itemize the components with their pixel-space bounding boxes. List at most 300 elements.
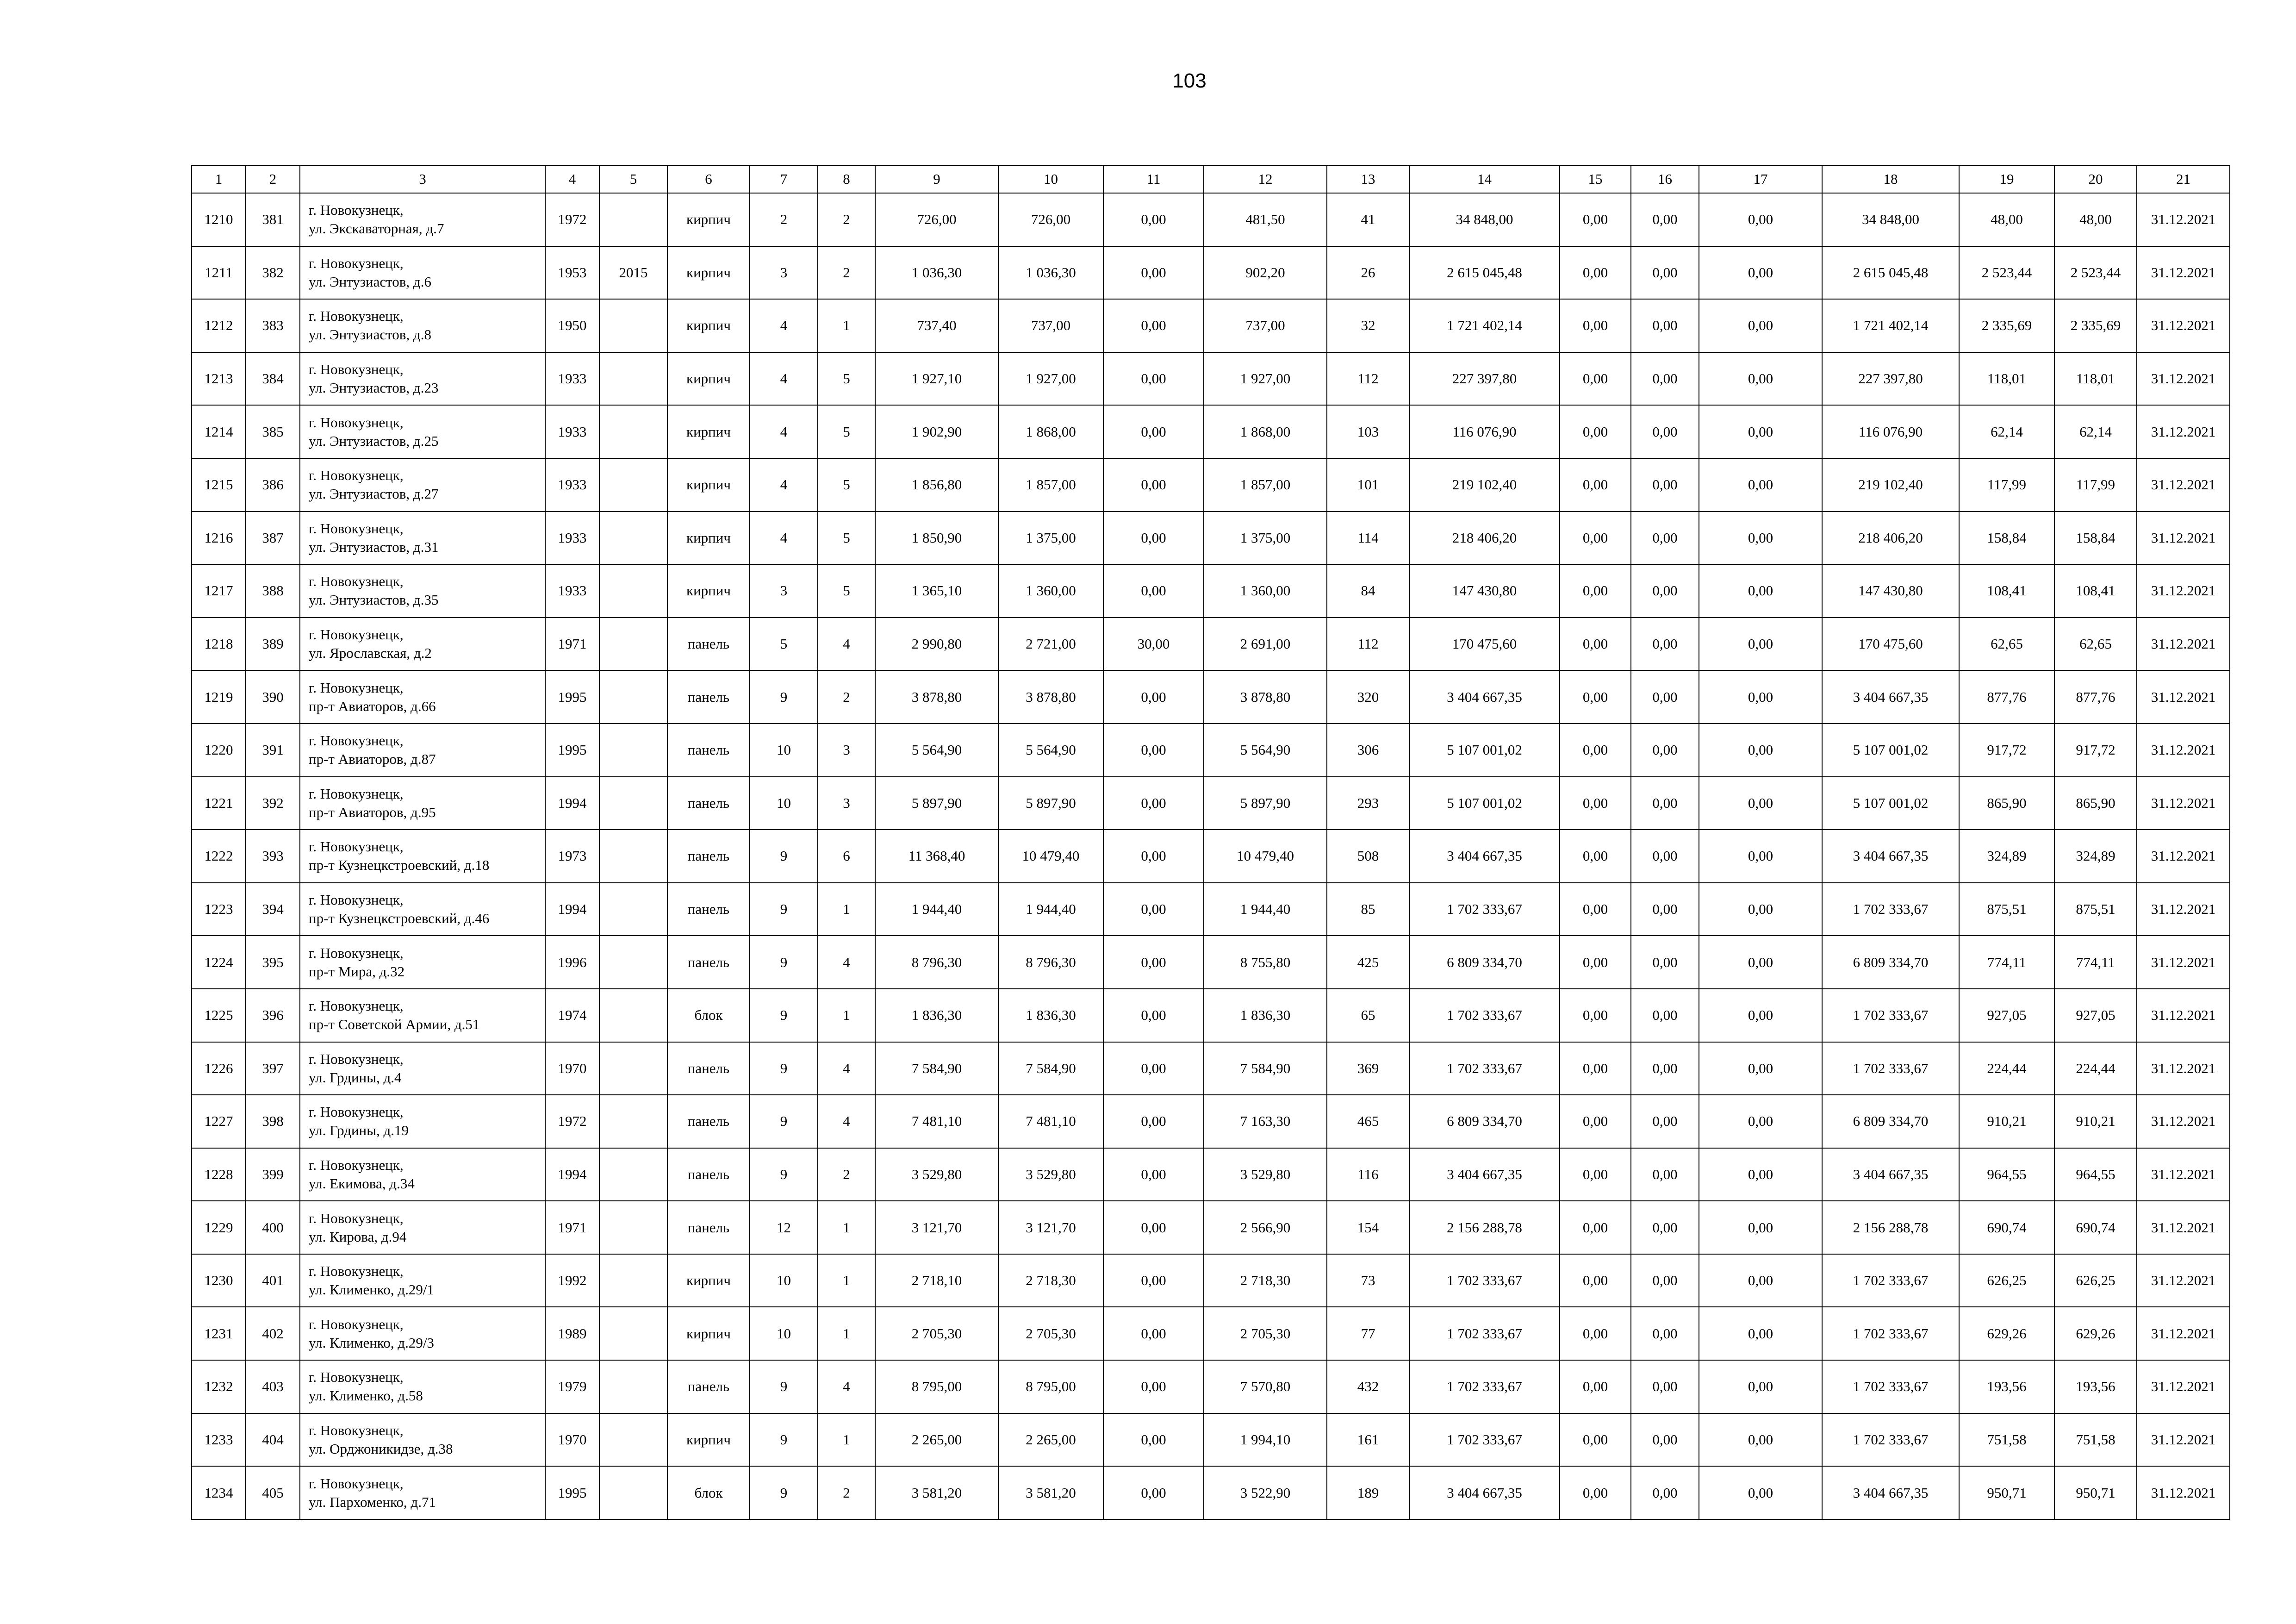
cell-col-20: 917,72 xyxy=(2054,724,2137,777)
cell-col-17: 0,00 xyxy=(1699,246,1822,300)
cell-col-6: кирпич xyxy=(667,1307,750,1360)
cell-col-20: 2 335,69 xyxy=(2054,299,2137,352)
cell-col-10: 1 360,00 xyxy=(998,564,1103,618)
cell-col-16: 0,00 xyxy=(1631,1307,1699,1360)
cell-col-21: 31.12.2021 xyxy=(2137,564,2230,618)
cell-col-12: 737,00 xyxy=(1204,299,1327,352)
address-cell xyxy=(300,352,545,406)
cell-col-14: 147 430,80 xyxy=(1409,564,1560,618)
address-cell xyxy=(300,193,545,246)
address-city: г. Новокузнецк, xyxy=(309,1050,404,1067)
cell-col-4: 1989 xyxy=(545,1307,599,1360)
cell-col-18: 3 404 667,35 xyxy=(1822,670,1959,724)
cell-col-8: 4 xyxy=(818,1095,875,1148)
table-header xyxy=(192,165,2230,193)
address-cell xyxy=(300,1201,545,1254)
address-street: пр-т Авиаторов, д.66 xyxy=(309,698,436,714)
cell-col-13: 293 xyxy=(1327,777,1409,830)
cell-col-1: 1232 xyxy=(192,1360,246,1413)
cell-col-5: 2015 xyxy=(599,246,667,300)
cell-col-17: 0,00 xyxy=(1699,352,1822,406)
cell-col-16: 0,00 xyxy=(1631,618,1699,671)
column-header-9: 9 xyxy=(875,165,998,193)
cell-col-4: 1995 xyxy=(545,724,599,777)
address-cell xyxy=(300,299,545,352)
address-street: ул. Энтузиастов, д.6 xyxy=(309,273,431,290)
cell-col-9: 1 850,90 xyxy=(875,512,998,565)
cell-col-13: 112 xyxy=(1327,618,1409,671)
cell-col-2: 405 xyxy=(246,1466,300,1519)
cell-col-6: панель xyxy=(667,830,750,883)
address-cell xyxy=(300,1413,545,1467)
address-street: ул. Орджоникидзе, д.38 xyxy=(309,1440,453,1457)
cell-col-15: 0,00 xyxy=(1560,512,1631,565)
cell-col-2: 395 xyxy=(246,936,300,989)
cell-col-1: 1224 xyxy=(192,936,246,989)
cell-col-5 xyxy=(599,670,667,724)
cell-col-7: 9 xyxy=(750,989,818,1042)
cell-col-19: 917,72 xyxy=(1959,724,2054,777)
cell-col-17: 0,00 xyxy=(1699,883,1822,936)
cell-col-10: 1 836,30 xyxy=(998,989,1103,1042)
cell-col-14: 219 102,40 xyxy=(1409,458,1560,512)
cell-col-9: 2 705,30 xyxy=(875,1307,998,1360)
cell-col-7: 12 xyxy=(750,1201,818,1254)
cell-col-14: 3 404 667,35 xyxy=(1409,670,1560,724)
cell-col-8: 2 xyxy=(818,246,875,300)
cell-col-7: 9 xyxy=(750,670,818,724)
cell-col-10: 8 796,30 xyxy=(998,936,1103,989)
cell-col-9: 7 481,10 xyxy=(875,1095,998,1148)
cell-col-9: 1 856,80 xyxy=(875,458,998,512)
table-row xyxy=(192,1148,2230,1201)
cell-col-14: 5 107 001,02 xyxy=(1409,777,1560,830)
cell-col-19: 927,05 xyxy=(1959,989,2054,1042)
table-row xyxy=(192,724,2230,777)
column-header-19: 19 xyxy=(1959,165,2054,193)
cell-col-17: 0,00 xyxy=(1699,512,1822,565)
cell-col-5 xyxy=(599,989,667,1042)
address-street: пр-т Советской Армии, д.51 xyxy=(309,1016,480,1033)
cell-col-2: 391 xyxy=(246,724,300,777)
cell-col-7: 3 xyxy=(750,246,818,300)
cell-col-16: 0,00 xyxy=(1631,299,1699,352)
cell-col-5 xyxy=(599,299,667,352)
cell-col-12: 3 522,90 xyxy=(1204,1466,1327,1519)
cell-col-7: 10 xyxy=(750,1254,818,1307)
cell-col-9: 3 581,20 xyxy=(875,1466,998,1519)
cell-col-21: 31.12.2021 xyxy=(2137,1201,2230,1254)
address-street: пр-т Авиаторов, д.95 xyxy=(309,804,436,820)
cell-col-11: 0,00 xyxy=(1103,246,1204,300)
cell-col-13: 114 xyxy=(1327,512,1409,565)
cell-col-21: 31.12.2021 xyxy=(2137,193,2230,246)
address-street: ул. Энтузиастов, д.25 xyxy=(309,432,439,449)
address-street: ул. Энтузиастов, д.23 xyxy=(309,380,439,396)
cell-col-5 xyxy=(599,724,667,777)
cell-col-7: 4 xyxy=(750,405,818,458)
cell-col-9: 5 564,90 xyxy=(875,724,998,777)
cell-col-18: 1 702 333,67 xyxy=(1822,1254,1959,1307)
cell-col-16: 0,00 xyxy=(1631,564,1699,618)
cell-col-20: 690,74 xyxy=(2054,1201,2137,1254)
cell-col-19: 629,26 xyxy=(1959,1307,2054,1360)
cell-col-12: 2 566,90 xyxy=(1204,1201,1327,1254)
cell-col-13: 32 xyxy=(1327,299,1409,352)
address-street: ул. Энтузиастов, д.35 xyxy=(309,592,439,608)
cell-col-10: 3 121,70 xyxy=(998,1201,1103,1254)
cell-col-9: 1 836,30 xyxy=(875,989,998,1042)
cell-col-11: 0,00 xyxy=(1103,989,1204,1042)
cell-col-12: 7 163,30 xyxy=(1204,1095,1327,1148)
cell-col-2: 394 xyxy=(246,883,300,936)
header-row xyxy=(192,165,2230,193)
cell-col-8: 5 xyxy=(818,405,875,458)
cell-col-16: 0,00 xyxy=(1631,1042,1699,1095)
cell-col-19: 877,76 xyxy=(1959,670,2054,724)
cell-col-4: 1973 xyxy=(545,830,599,883)
cell-col-19: 62,65 xyxy=(1959,618,2054,671)
cell-col-9: 5 897,90 xyxy=(875,777,998,830)
cell-col-5 xyxy=(599,564,667,618)
cell-col-5 xyxy=(599,1466,667,1519)
cell-col-19: 950,71 xyxy=(1959,1466,2054,1519)
address-street: пр-т Кузнецкстроевский, д.46 xyxy=(309,910,490,927)
cell-col-9: 737,40 xyxy=(875,299,998,352)
cell-col-18: 1 702 333,67 xyxy=(1822,1413,1959,1467)
cell-col-12: 3 878,80 xyxy=(1204,670,1327,724)
cell-col-8: 2 xyxy=(818,193,875,246)
cell-col-1: 1229 xyxy=(192,1201,246,1254)
cell-col-8: 1 xyxy=(818,1201,875,1254)
cell-col-7: 9 xyxy=(750,936,818,989)
cell-col-17: 0,00 xyxy=(1699,405,1822,458)
cell-col-19: 224,44 xyxy=(1959,1042,2054,1095)
cell-col-1: 1210 xyxy=(192,193,246,246)
cell-col-1: 1221 xyxy=(192,777,246,830)
cell-col-8: 4 xyxy=(818,618,875,671)
cell-col-15: 0,00 xyxy=(1560,883,1631,936)
cell-col-15: 0,00 xyxy=(1560,564,1631,618)
cell-col-15: 0,00 xyxy=(1560,299,1631,352)
cell-col-7: 2 xyxy=(750,193,818,246)
cell-col-15: 0,00 xyxy=(1560,1466,1631,1519)
cell-col-6: панель xyxy=(667,1042,750,1095)
cell-col-1: 1219 xyxy=(192,670,246,724)
table-row xyxy=(192,1254,2230,1307)
cell-col-9: 11 368,40 xyxy=(875,830,998,883)
cell-col-17: 0,00 xyxy=(1699,1307,1822,1360)
address-street: ул. Пархоменко, д.71 xyxy=(309,1493,436,1510)
cell-col-21: 31.12.2021 xyxy=(2137,1413,2230,1467)
address-city: г. Новокузнецк, xyxy=(309,467,404,484)
address-cell xyxy=(300,1148,545,1201)
cell-col-18: 227 397,80 xyxy=(1822,352,1959,406)
cell-col-18: 6 809 334,70 xyxy=(1822,1095,1959,1148)
cell-col-1: 1215 xyxy=(192,458,246,512)
cell-col-6: кирпич xyxy=(667,352,750,406)
cell-col-20: 964,55 xyxy=(2054,1148,2137,1201)
cell-col-19: 910,21 xyxy=(1959,1095,2054,1148)
cell-col-5 xyxy=(599,405,667,458)
cell-col-18: 2 615 045,48 xyxy=(1822,246,1959,300)
cell-col-17: 0,00 xyxy=(1699,670,1822,724)
column-header-18: 18 xyxy=(1822,165,1959,193)
cell-col-7: 4 xyxy=(750,458,818,512)
cell-col-5 xyxy=(599,1254,667,1307)
cell-col-16: 0,00 xyxy=(1631,352,1699,406)
cell-col-12: 1 944,40 xyxy=(1204,883,1327,936)
address-city: г. Новокузнецк, xyxy=(309,1156,404,1173)
address-city: г. Новокузнецк, xyxy=(309,361,404,378)
table-row xyxy=(192,1413,2230,1467)
cell-col-6: панель xyxy=(667,1095,750,1148)
address-city: г. Новокузнецк, xyxy=(309,838,404,855)
cell-col-2: 404 xyxy=(246,1413,300,1467)
address-cell xyxy=(300,883,545,936)
cell-col-10: 726,00 xyxy=(998,193,1103,246)
cell-col-11: 0,00 xyxy=(1103,724,1204,777)
cell-col-13: 65 xyxy=(1327,989,1409,1042)
cell-col-10: 2 718,30 xyxy=(998,1254,1103,1307)
table-row xyxy=(192,299,2230,352)
cell-col-1: 1225 xyxy=(192,989,246,1042)
cell-col-15: 0,00 xyxy=(1560,458,1631,512)
cell-col-19: 158,84 xyxy=(1959,512,2054,565)
cell-col-14: 6 809 334,70 xyxy=(1409,1095,1560,1148)
cell-col-6: панель xyxy=(667,724,750,777)
cell-col-8: 2 xyxy=(818,1148,875,1201)
cell-col-6: панель xyxy=(667,1201,750,1254)
cell-col-14: 5 107 001,02 xyxy=(1409,724,1560,777)
address-cell xyxy=(300,405,545,458)
table-row xyxy=(192,1360,2230,1413)
cell-col-17: 0,00 xyxy=(1699,1254,1822,1307)
cell-col-5 xyxy=(599,1413,667,1467)
cell-col-15: 0,00 xyxy=(1560,246,1631,300)
cell-col-7: 4 xyxy=(750,299,818,352)
cell-col-6: кирпич xyxy=(667,1254,750,1307)
cell-col-6: кирпич xyxy=(667,299,750,352)
cell-col-17: 0,00 xyxy=(1699,1360,1822,1413)
cell-col-17: 0,00 xyxy=(1699,989,1822,1042)
cell-col-9: 8 795,00 xyxy=(875,1360,998,1413)
cell-col-5 xyxy=(599,830,667,883)
cell-col-7: 9 xyxy=(750,1148,818,1201)
address-city: г. Новокузнецк, xyxy=(309,255,404,271)
cell-col-1: 1231 xyxy=(192,1307,246,1360)
column-header-16: 16 xyxy=(1631,165,1699,193)
cell-col-10: 3 529,80 xyxy=(998,1148,1103,1201)
cell-col-19: 324,89 xyxy=(1959,830,2054,883)
cell-col-21: 31.12.2021 xyxy=(2137,1095,2230,1148)
cell-col-11: 0,00 xyxy=(1103,670,1204,724)
cell-col-1: 1230 xyxy=(192,1254,246,1307)
cell-col-12: 481,50 xyxy=(1204,193,1327,246)
cell-col-17: 0,00 xyxy=(1699,1413,1822,1467)
cell-col-14: 170 475,60 xyxy=(1409,618,1560,671)
cell-col-4: 1970 xyxy=(545,1413,599,1467)
cell-col-10: 10 479,40 xyxy=(998,830,1103,883)
cell-col-5 xyxy=(599,352,667,406)
cell-col-7: 9 xyxy=(750,1360,818,1413)
column-header-21: 21 xyxy=(2137,165,2230,193)
cell-col-7: 9 xyxy=(750,1095,818,1148)
cell-col-4: 1994 xyxy=(545,883,599,936)
cell-col-1: 1223 xyxy=(192,883,246,936)
cell-col-20: 108,41 xyxy=(2054,564,2137,618)
cell-col-11: 0,00 xyxy=(1103,512,1204,565)
cell-col-13: 432 xyxy=(1327,1360,1409,1413)
cell-col-18: 219 102,40 xyxy=(1822,458,1959,512)
cell-col-21: 31.12.2021 xyxy=(2137,1360,2230,1413)
cell-col-1: 1213 xyxy=(192,352,246,406)
cell-col-8: 4 xyxy=(818,1042,875,1095)
address-cell xyxy=(300,564,545,618)
page-number: 103 xyxy=(1172,69,1207,92)
cell-col-14: 1 702 333,67 xyxy=(1409,883,1560,936)
cell-col-17: 0,00 xyxy=(1699,193,1822,246)
cell-col-12: 902,20 xyxy=(1204,246,1327,300)
cell-col-7: 3 xyxy=(750,564,818,618)
address-cell xyxy=(300,1095,545,1148)
cell-col-8: 1 xyxy=(818,883,875,936)
cell-col-21: 31.12.2021 xyxy=(2137,989,2230,1042)
cell-col-8: 5 xyxy=(818,352,875,406)
cell-col-8: 2 xyxy=(818,1466,875,1519)
table-row xyxy=(192,246,2230,300)
cell-col-4: 1971 xyxy=(545,618,599,671)
cell-col-12: 1 868,00 xyxy=(1204,405,1327,458)
cell-col-16: 0,00 xyxy=(1631,989,1699,1042)
cell-col-16: 0,00 xyxy=(1631,830,1699,883)
column-header-4: 4 xyxy=(545,165,599,193)
cell-col-14: 1 702 333,67 xyxy=(1409,1360,1560,1413)
cell-col-18: 3 404 667,35 xyxy=(1822,1466,1959,1519)
address-city: г. Новокузнецк, xyxy=(309,573,404,590)
cell-col-4: 1996 xyxy=(545,936,599,989)
cell-col-11: 0,00 xyxy=(1103,1360,1204,1413)
cell-col-17: 0,00 xyxy=(1699,777,1822,830)
table-row xyxy=(192,989,2230,1042)
cell-col-2: 385 xyxy=(246,405,300,458)
cell-col-4: 1933 xyxy=(545,352,599,406)
address-city: г. Новокузнецк, xyxy=(309,732,404,749)
table-row xyxy=(192,830,2230,883)
address-city: г. Новокузнецк, xyxy=(309,785,404,802)
cell-col-10: 1 868,00 xyxy=(998,405,1103,458)
cell-col-12: 10 479,40 xyxy=(1204,830,1327,883)
cell-col-21: 31.12.2021 xyxy=(2137,246,2230,300)
cell-col-9: 1 365,10 xyxy=(875,564,998,618)
address-city: г. Новокузнецк, xyxy=(309,202,404,219)
cell-col-15: 0,00 xyxy=(1560,1042,1631,1095)
cell-col-9: 7 584,90 xyxy=(875,1042,998,1095)
cell-col-4: 1953 xyxy=(545,246,599,300)
address-street: ул. Клименко, д.29/1 xyxy=(309,1281,434,1298)
column-header-11: 11 xyxy=(1103,165,1204,193)
cell-col-6: панель xyxy=(667,777,750,830)
cell-col-19: 118,01 xyxy=(1959,352,2054,406)
cell-col-15: 0,00 xyxy=(1560,777,1631,830)
cell-col-2: 400 xyxy=(246,1201,300,1254)
cell-col-2: 383 xyxy=(246,299,300,352)
cell-col-18: 1 702 333,67 xyxy=(1822,883,1959,936)
cell-col-10: 5 564,90 xyxy=(998,724,1103,777)
cell-col-1: 1216 xyxy=(192,512,246,565)
cell-col-10: 1 036,30 xyxy=(998,246,1103,300)
cell-col-20: 865,90 xyxy=(2054,777,2137,830)
address-cell xyxy=(300,936,545,989)
cell-col-15: 0,00 xyxy=(1560,936,1631,989)
cell-col-17: 0,00 xyxy=(1699,936,1822,989)
cell-col-5 xyxy=(599,193,667,246)
cell-col-14: 1 702 333,67 xyxy=(1409,1042,1560,1095)
cell-col-20: 62,14 xyxy=(2054,405,2137,458)
cell-col-20: 950,71 xyxy=(2054,1466,2137,1519)
cell-col-13: 369 xyxy=(1327,1042,1409,1095)
address-street: ул. Энтузиастов, д.31 xyxy=(309,538,439,555)
cell-col-6: кирпич xyxy=(667,564,750,618)
cell-col-2: 389 xyxy=(246,618,300,671)
table-row xyxy=(192,1095,2230,1148)
cell-col-4: 1970 xyxy=(545,1042,599,1095)
cell-col-17: 0,00 xyxy=(1699,1148,1822,1201)
cell-col-8: 2 xyxy=(818,670,875,724)
cell-col-11: 0,00 xyxy=(1103,299,1204,352)
cell-col-7: 9 xyxy=(750,1466,818,1519)
cell-col-6: панель xyxy=(667,670,750,724)
cell-col-9: 1 944,40 xyxy=(875,883,998,936)
address-street: ул. Грдины, д.19 xyxy=(309,1122,409,1139)
cell-col-4: 1995 xyxy=(545,1466,599,1519)
cell-col-15: 0,00 xyxy=(1560,405,1631,458)
cell-col-4: 1972 xyxy=(545,193,599,246)
cell-col-2: 398 xyxy=(246,1095,300,1148)
cell-col-1: 1228 xyxy=(192,1148,246,1201)
column-header-1: 1 xyxy=(192,165,246,193)
address-city: г. Новокузнецк, xyxy=(309,679,404,696)
cell-col-19: 48,00 xyxy=(1959,193,2054,246)
cell-col-19: 626,25 xyxy=(1959,1254,2054,1307)
cell-col-21: 31.12.2021 xyxy=(2137,1148,2230,1201)
cell-col-20: 2 523,44 xyxy=(2054,246,2137,300)
cell-col-12: 1 375,00 xyxy=(1204,512,1327,565)
cell-col-15: 0,00 xyxy=(1560,1148,1631,1201)
cell-col-14: 2 156 288,78 xyxy=(1409,1201,1560,1254)
cell-col-2: 390 xyxy=(246,670,300,724)
cell-col-6: блок xyxy=(667,1466,750,1519)
address-street: ул. Кирова, д.94 xyxy=(309,1228,407,1245)
cell-col-17: 0,00 xyxy=(1699,618,1822,671)
address-city: г. Новокузнецк, xyxy=(309,1263,404,1280)
cell-col-15: 0,00 xyxy=(1560,1254,1631,1307)
cell-col-17: 0,00 xyxy=(1699,1095,1822,1148)
cell-col-6: панель xyxy=(667,936,750,989)
cell-col-16: 0,00 xyxy=(1631,193,1699,246)
cell-col-2: 393 xyxy=(246,830,300,883)
cell-col-18: 116 076,90 xyxy=(1822,405,1959,458)
address-cell xyxy=(300,989,545,1042)
address-cell xyxy=(300,512,545,565)
cell-col-11: 0,00 xyxy=(1103,458,1204,512)
cell-col-16: 0,00 xyxy=(1631,246,1699,300)
cell-col-13: 161 xyxy=(1327,1413,1409,1467)
table-row xyxy=(192,1307,2230,1360)
cell-col-19: 751,58 xyxy=(1959,1413,2054,1467)
cell-col-10: 8 795,00 xyxy=(998,1360,1103,1413)
cell-col-21: 31.12.2021 xyxy=(2137,512,2230,565)
